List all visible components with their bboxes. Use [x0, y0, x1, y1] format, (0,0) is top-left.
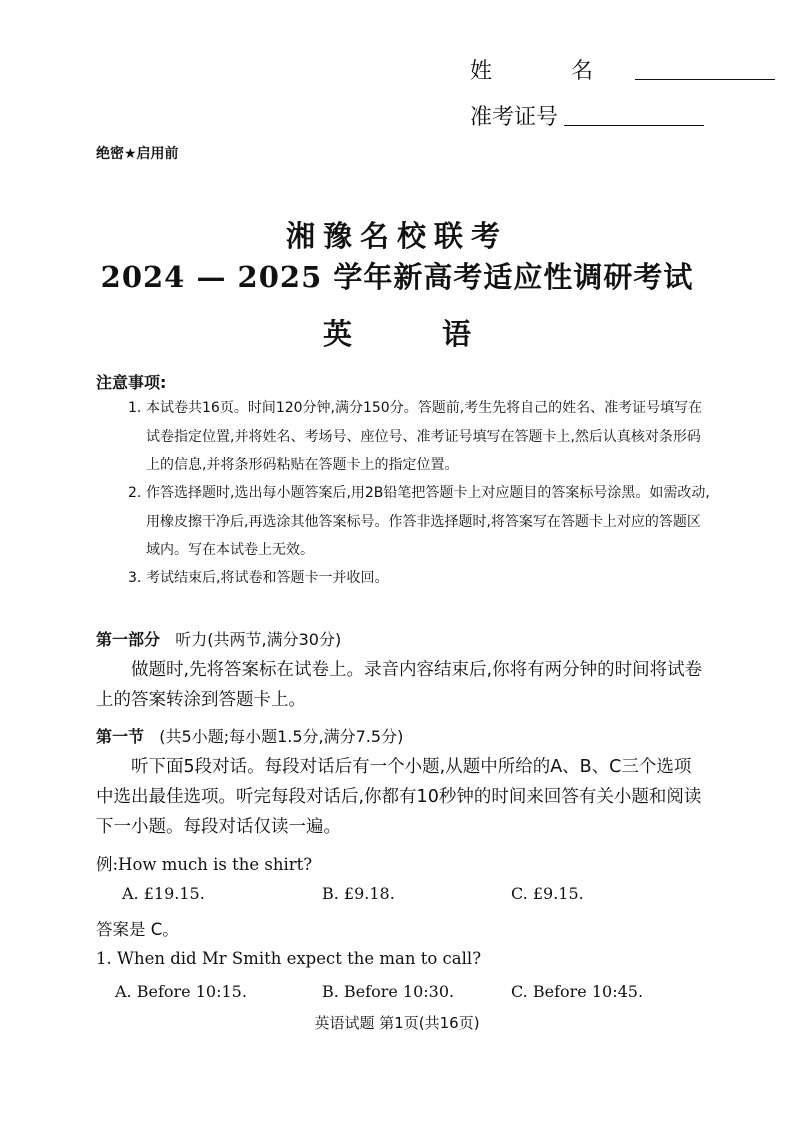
section1-label: 第一节: [96, 727, 145, 746]
example-option-a: A. £19.15.: [122, 884, 205, 903]
notice-heading: 注意事项:: [96, 373, 167, 392]
question-1-option-b: B. Before 10:30.: [322, 982, 455, 1001]
section1-desc: (共5小题;每小题1.5分,满分7.5分): [159, 727, 404, 746]
part1-title: 听力(共两节,满分30分): [175, 630, 342, 649]
notice-text: 本试卷共16页。时间120分钟,满分150分。答题前,考生先将自己的姓名、准考证号填写在试卷指定位置,并将姓名、考场号、座位号、准考证号填写在答题卡上,然后认真核对条形码上的信息,并将条形码粘贴在答题卡上的指定位置。: [146, 400, 703, 473]
exam-subtitle: 2024 — 2025 学年新高考适应性调研考试: [100, 260, 694, 294]
notice-number: 3.: [128, 570, 142, 586]
notice-item: [128, 564, 713, 593]
name-label: 姓 名: [470, 59, 629, 84]
exam-id-label: 准考证号: [470, 105, 559, 130]
example-answer: 答案是 C。: [96, 920, 179, 939]
subject-title: 英 语: [322, 317, 512, 351]
name-blank: [635, 79, 775, 80]
notice-number: 1.: [128, 400, 142, 416]
question-1: 1. When did Mr Smith expect the man to call?: [96, 949, 482, 968]
part1-intro: 做题时,先将答案标在试卷上。录音内容结束后,你将有两分钟的时间将试卷上的答案转涂到答题卡上。: [96, 660, 703, 710]
exam-id-field: [470, 100, 704, 131]
example-question: 例:How much is the shirt?: [96, 855, 313, 874]
part1-heading: [96, 627, 341, 650]
question-1-option-c: C. Before 10:45.: [511, 982, 644, 1001]
secret-mark: 绝密★启用前: [96, 146, 179, 162]
page-footer: 英语试题 第1页(共16页): [314, 1014, 480, 1032]
notice-item: [128, 394, 713, 480]
question-1-option-a: A. Before 10:15.: [115, 982, 247, 1001]
exam-id-blank: [564, 125, 704, 126]
example-option-c: C. £9.15.: [511, 884, 584, 903]
example-option-b: B. £9.18.: [322, 884, 395, 903]
section1-intro: 听下面5段对话。每段对话后有一个小题,从题中所给的A、B、C三个选项中选出最佳选项。听完每段对话后,你都有10秒钟的时间来回答有关小题和阅读下一小题。每段对话仅读一遍。: [96, 757, 702, 837]
notice-text: 作答选择题时,选出每小题答案后,用2B铅笔把答题卡上对应题目的答案标号涂黑。如需改动,用橡皮擦干净后,再选涂其他答案标号。作答非选择题时,将答案写在答题卡上对应的答题区域内。写在本试卷上无效。: [146, 485, 710, 558]
section1-heading: [96, 724, 403, 747]
part1-label: 第一部分: [96, 630, 161, 649]
notice-item: [128, 479, 713, 565]
notice-number: 2.: [128, 485, 142, 501]
name-field: [470, 54, 775, 85]
notice-text: 考试结束后,将试卷和答题卡一并收回。: [146, 570, 389, 586]
exam-title: 湘豫名校联考: [285, 219, 508, 253]
